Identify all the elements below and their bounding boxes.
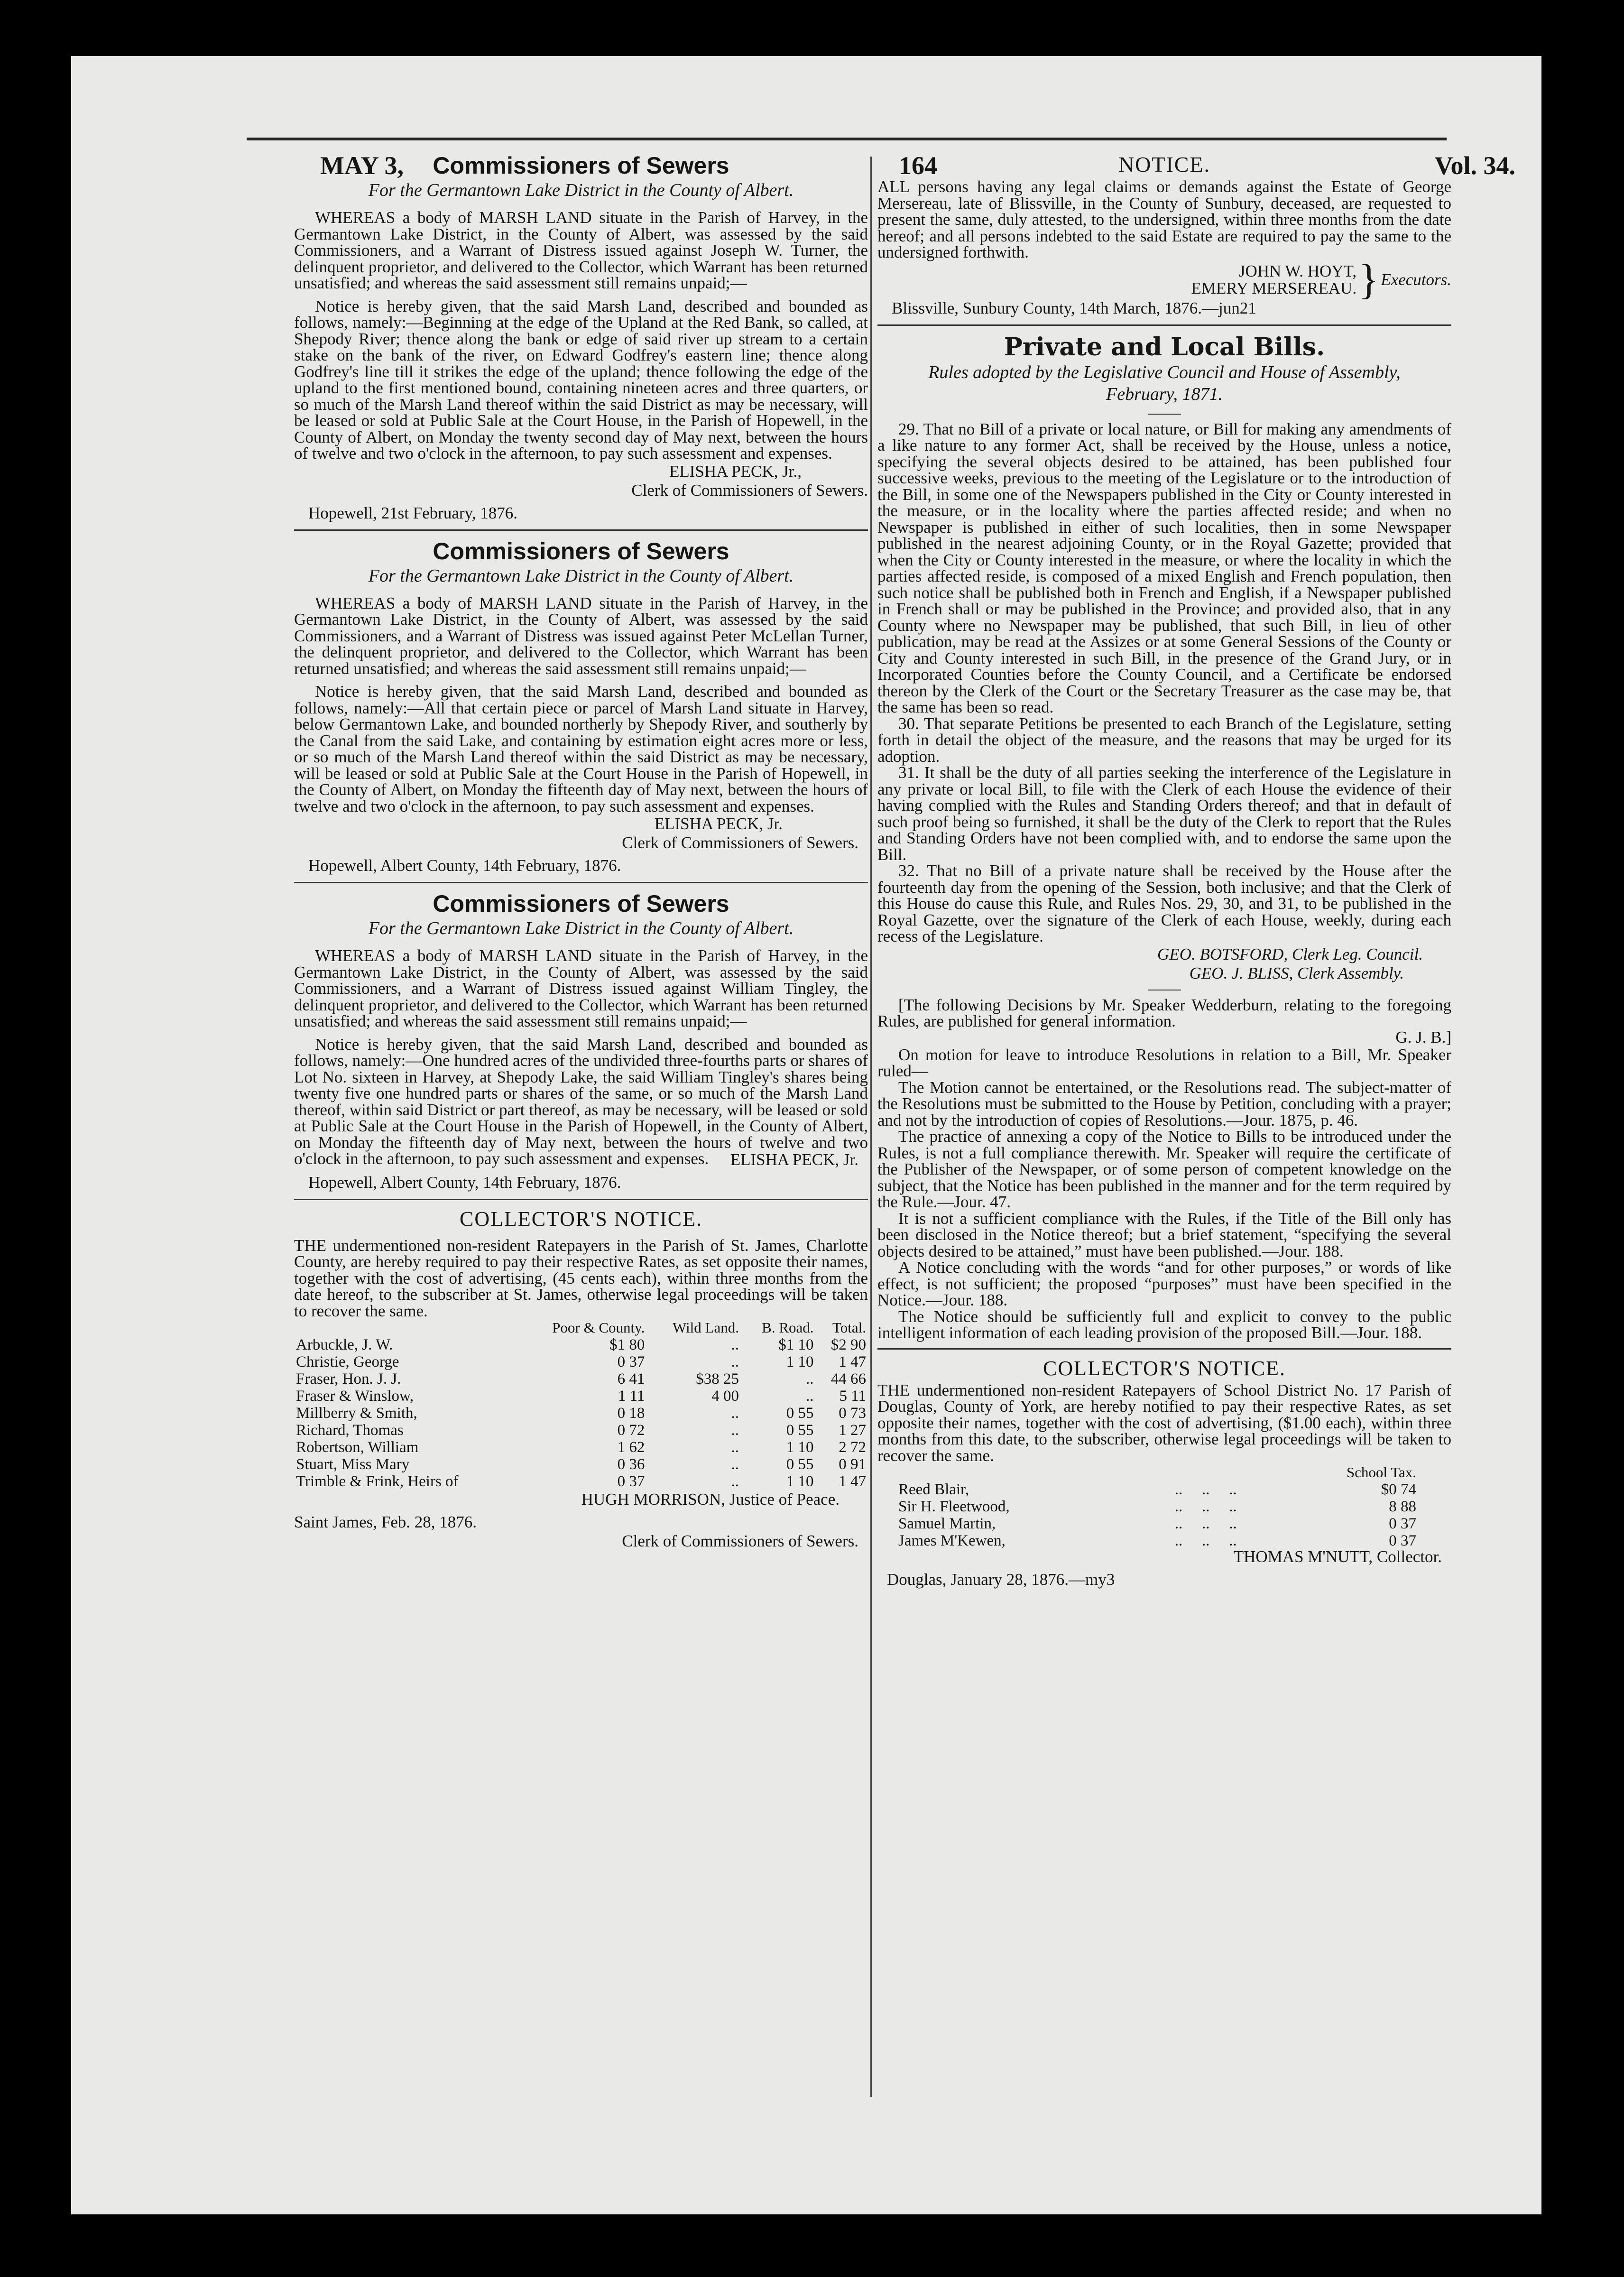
sewers-notice-2 bbox=[294, 537, 868, 876]
cell: $2 90 bbox=[830, 1336, 866, 1353]
divider bbox=[877, 1348, 1451, 1350]
cell: 1 11 bbox=[618, 1388, 645, 1405]
table-row: Reed Blair, .. .. .. $0 74 bbox=[896, 1481, 1418, 1498]
notice-paragraph: WHEREAS a body of MARSH LAND situate in the Parish of Harvey, in the Germantown Lake District, in the County of Albert, was assessed by the said Commissioners, and a Warrant of Distress issued against Joseph W. Turner, the delinquent proprietor, and delivered to the Collector, which Warrant has been returned unsatisfied; and whereas the said assessment still remains unpaid;— bbox=[294, 208, 868, 292]
executors-label: Executors. bbox=[1381, 270, 1451, 289]
cell: $38 25 bbox=[696, 1370, 739, 1388]
table-header-row bbox=[294, 1319, 868, 1336]
decisions-intro: [The following Decisions by Mr. Speaker Wedderburn, relating to the foregoing Rules, are published for general information. bbox=[877, 995, 1451, 1030]
notice-title: Commissioners of Sewers bbox=[433, 890, 729, 917]
cell: .. bbox=[731, 1353, 739, 1370]
cell: $0 74 bbox=[1381, 1481, 1416, 1498]
notice-paragraph: THE undermentioned non-resident Ratepayers in the Parish of St. James, Charlotte County, are hereby required to pay their respective Rates, as set opposite their names, together with the cost of advertising, (45 cents each), within three months from the date hereof, to the subscriber at St. James, otherwise legal proceedings will be taken to recover the same. bbox=[294, 1236, 868, 1320]
cell: 0 55 bbox=[786, 1456, 814, 1473]
cell: .. bbox=[731, 1422, 739, 1439]
table-row bbox=[294, 1353, 868, 1370]
table-row bbox=[294, 1473, 868, 1490]
cell: 1 47 bbox=[839, 1353, 866, 1370]
executors-block bbox=[877, 256, 1451, 303]
ratepayer-name: Stuart, Miss Mary bbox=[296, 1456, 410, 1473]
column-header: Poor & County. bbox=[552, 1319, 645, 1336]
section-title: Private and Local Bills. bbox=[1004, 332, 1325, 361]
cell: 1 47 bbox=[839, 1473, 866, 1490]
divider bbox=[294, 529, 868, 531]
signature-title: Clerk of Commissioners of Sewers. bbox=[622, 833, 858, 852]
divider bbox=[294, 1199, 868, 1200]
table-row bbox=[294, 1439, 868, 1456]
ratepayer-name: Millberry & Smith, bbox=[296, 1405, 417, 1422]
cell: 0 37 bbox=[1389, 1532, 1416, 1549]
cell: 44 66 bbox=[830, 1370, 866, 1388]
decision: It is not a sufficient compliance with the Rules, if the Title of the Bill only has been disclosed in the Notice thereof; but a brief statement, “specifying the several objects desired to be attained,” must have been published.—Jour. 188. bbox=[877, 1209, 1451, 1260]
rule-32: 32. That no Bill of a private nature shall be received by the House after the fourteenth day from the opening of the Session, both inclusive; and that the Clerk of this House do cause this Rule, and Rules Nos. 29, 30, and 31, to be published in the Royal Gazette, over the signature of the Clerk of each House, weekly, during each recess of the Legislature. bbox=[877, 861, 1451, 945]
notice-date: Hopewell, Albert County, 14th February, 1876. bbox=[308, 1173, 621, 1192]
table-row bbox=[294, 1456, 868, 1473]
executor-name: JOHN W. HOYT, bbox=[1238, 261, 1357, 280]
cell: 0 91 bbox=[839, 1456, 866, 1473]
column-header: Total. bbox=[832, 1319, 866, 1336]
cell: 0 36 bbox=[617, 1456, 645, 1473]
notice-paragraph: Notice is hereby given, that the said Marsh Land, described and bounded as follows, namely:—Beginning at the edge of the Upland at the Red Bank, so called, at Shepody River; thence along the bank or edge of said river up stream to a certain stake on the bank of the river, on Edward Godfrey's eastern line; thence along Godfrey's line till it strikes the edge of the upland; thence following the edge of the upland to the first mentioned bound, containing nineteen acres and three quarters, or so much of the Marsh Land thereof within the said District as may be necessary, will be leased or sold at Public Sale at the Court House, in the Parish of Hopewell, in the County of Albert, on Monday the twenty second day of May next, between the hours of twelve and two o'clock in the afternoon, to pay such assessment and expenses. bbox=[294, 296, 868, 463]
rule-31: 31. It shall be the duty of all parties seeking the interference of the Legislature in any private or local Bill, to file with the Clerk of each House the evidence of their having complied with the Rules and Standing Orders thereof; and that in default of such proof being so furnished, it shall be the duty of the Clerk to report that the Rules and Standing Orders have not been complied with, and to endorse the same upon the Bill. bbox=[877, 763, 1451, 864]
cell: 1 62 bbox=[617, 1439, 645, 1456]
divider bbox=[294, 882, 868, 883]
cell: 4 00 bbox=[711, 1388, 739, 1405]
cell: 6 41 bbox=[617, 1370, 645, 1388]
table-row bbox=[294, 1388, 868, 1405]
notice-paragraph: WHEREAS a body of MARSH LAND situate in the Parish of Harvey, in the Germantown Lake District, in the County of Albert, was assessed by the said Commissioners, and a Warrant of Distress issued against William Tingley, the delinquent proprietor, and delivered to the Collector, which Warrant has been returned unsatisfied; and whereas the said assessment still remains unpaid;— bbox=[294, 946, 868, 1030]
notice-title: Commissioners of Sewers bbox=[433, 152, 729, 179]
cell: 2 72 bbox=[839, 1439, 866, 1456]
cell: .. bbox=[731, 1336, 739, 1353]
cell: 5 11 bbox=[839, 1388, 866, 1405]
column-header: B. Road. bbox=[762, 1319, 814, 1336]
ratepayer-name: Reed Blair, bbox=[898, 1481, 969, 1498]
cell: $1 80 bbox=[609, 1336, 645, 1353]
decision: The Notice should be sufficiently full and explicit to convey to the public intelligent information of each leading provision of the proposed Bill.—Jour. 188. bbox=[877, 1307, 1451, 1342]
ratepayer-name: Samuel Martin, bbox=[898, 1515, 996, 1532]
signature: ELISHA PECK, Jr. bbox=[654, 815, 783, 833]
signature-title: Clerk of Commissioners of Sewers. bbox=[631, 481, 868, 500]
left-column bbox=[294, 152, 868, 1551]
decision: The Motion cannot be entertained, or the Resolutions read. The subject-matter of the Resolutions must be submitted to the House by Petition, concluding with a prayer; and not by the introduction of copies of Resolutions.—Jour. 1875, p. 46. bbox=[877, 1078, 1451, 1129]
private-local-bills bbox=[877, 333, 1451, 983]
notice-subtitle: For the Germantown Lake District in the County of Albert. bbox=[368, 180, 794, 200]
ratepayer-name: Robertson, William bbox=[296, 1439, 419, 1456]
notice-title: Commissioners of Sewers bbox=[433, 537, 729, 565]
column-header: Wild Land. bbox=[673, 1319, 739, 1336]
signature: ELISHA PECK, Jr., bbox=[669, 462, 802, 481]
divider bbox=[877, 324, 1451, 326]
initials: G. J. B.] bbox=[1395, 1027, 1451, 1046]
rule-29: 29. That no Bill of a private or local nature, or Bill for making any amendments of a like nature to any former Act, shall be received by the House, unless a notice, specifying the several objects desired to be attained, has been published four successive weeks, previous to the meeting of the Legislature or to the introduction of the Bill, in some one of the Newspapers published in the City or County interested in the measure, or in the locality where the parties affected reside; and when no Newspaper is published in either of such localities, then in some Newspaper published in the nearest adjoining County, or in the Royal Gazette; provided that when the City or County interested in the measure, or where the locality in which the parties affected reside, is composed of a mixed English and French population, then such notice shall be published both in French and English, if a Newspaper published in French shall or may be published in the Province; and provided also, that in any County where no Newspaper may be published, that such Bill, in lieu of other publication, may be read at the Assizes or at some General Sessions of the County or City and County interested in such Bill, in the presence of the Grand Jury, or in Incorporated Counties before the County Council, and a Certificate be endorsed thereon by the Clerk of the Court or the Secretary Treasurer as the case may be, that the same has been so read. bbox=[877, 419, 1451, 716]
column-header: School Tax. bbox=[1346, 1464, 1416, 1481]
decision: On motion for leave to introduce Resolutions in relation to a Bill, Mr. Speaker ruled— bbox=[877, 1045, 1451, 1080]
table-row bbox=[294, 1370, 868, 1388]
right-column bbox=[877, 152, 1451, 1589]
header-rule bbox=[247, 138, 1447, 140]
ratepayer-name: Arbuckle, J. W. bbox=[296, 1336, 393, 1353]
ratepayer-name: Trimble & Frink, Heirs of bbox=[296, 1473, 459, 1490]
notice-title: COLLECTOR'S NOTICE. bbox=[459, 1207, 702, 1231]
page-number: 164 bbox=[899, 151, 937, 180]
notice-date: Douglas, January 28, 1876.—my3 bbox=[887, 1570, 1115, 1589]
table-row bbox=[294, 1336, 868, 1353]
ratepayer-name: Fraser, Hon. J. J. bbox=[296, 1370, 401, 1388]
table-header-row bbox=[896, 1464, 1418, 1481]
cell: 0 37 bbox=[1389, 1515, 1416, 1532]
cell: 0 55 bbox=[786, 1405, 814, 1422]
signature: HUGH MORRISON, Justice of Peace. bbox=[581, 1490, 840, 1509]
notice-date: Hopewell, Albert County, 14th February, 1876. bbox=[308, 856, 621, 875]
rates-table bbox=[294, 1319, 868, 1490]
signature: GEO. BOTSFORD, Clerk Leg. Council. bbox=[1157, 944, 1423, 963]
cell: .. bbox=[731, 1456, 739, 1473]
cell: 0 73 bbox=[839, 1405, 866, 1422]
ratepayer-name: Sir H. Fleetwood, bbox=[898, 1498, 1010, 1515]
table-row: Sir H. Fleetwood, .. .. .. 8 88 bbox=[896, 1498, 1418, 1515]
table-row bbox=[294, 1422, 868, 1439]
decision: The practice of annexing a copy of the Notice to Bills to be introduced under the Rules, is not a full compliance therewith. Mr. Speaker will require the certificate of the Publisher of the Newspaper, or of some person of competent knowledge on the subject, that the Notice has been published in the manner and for the term required by the Rule.—Jour. 47. bbox=[877, 1127, 1451, 1211]
table-row: James M'Kewen, .. .. .. 0 37 bbox=[896, 1532, 1418, 1549]
short-rule bbox=[1148, 414, 1181, 415]
notice-paragraph: Notice is hereby given, that the said Marsh Land, described and bounded as follows, namely:—One hundred acres of the undivided three-fourths parts or shares of Lot No. sixteen in Harvey, at Shepody Lake, the said William Tingley's shares being twenty five one hundred parts or shares of the same, or so much of the Marsh Land thereof, within said District or part thereof, as may be necessary, will be leased or sold at Public Sale at the Court House in the Parish of Hopewell, in the County of Albert, on Monday the fifteenth day of May next, between the hours of twelve and two o'clock in the afternoon, to pay such assessment and expenses. bbox=[294, 1035, 868, 1168]
notice-paragraph: Notice is hereby given, that the said Marsh Land, described and bounded as follows, namely:—All that certain piece or parcel of Marsh Land situate in Harvey, below Germantown Lake, and bounded northerly by Shepody River, and southerly by the Canal from the said Lake, and containing by estimation eight acres more or less, or so much of the Marsh Land thereof within the said District as may be necessary, will be leased or sold at Public Sale at the Court House in the Parish of Hopewell, in the County of Albert, on Monday the fifteenth day of May next, between the hours of twelve and two o'clock in the afternoon, to pay such assessment and expenses. bbox=[294, 682, 868, 815]
notice-date: Saint James, Feb. 28, 1876. bbox=[294, 1513, 477, 1531]
signature: ELISHA PECK, Jr. bbox=[730, 1150, 858, 1169]
cell: 0 55 bbox=[786, 1422, 814, 1439]
sewers-notice-3 bbox=[294, 890, 868, 1192]
cell: 0 37 bbox=[617, 1353, 645, 1370]
speaker-decisions bbox=[877, 997, 1451, 1342]
ratepayer-name: Fraser & Winslow, bbox=[296, 1388, 414, 1405]
cell: .. bbox=[731, 1405, 739, 1422]
issue-date: MAY 3, bbox=[320, 151, 404, 180]
cell: 0 37 bbox=[617, 1473, 645, 1490]
cell: 1 10 bbox=[786, 1439, 814, 1456]
ratepayer-name: Richard, Thomas bbox=[296, 1422, 404, 1439]
cell: 1 10 bbox=[786, 1353, 814, 1370]
ratepayer-name: James M'Kewen, bbox=[898, 1532, 1006, 1549]
notice-date: Blissville, Sunbury County, 14th March, 1876.—jun21 bbox=[892, 298, 1256, 317]
cell: 1 10 bbox=[786, 1473, 814, 1490]
notice-subtitle: For the Germantown Lake District in the County of Albert. bbox=[368, 565, 794, 586]
cell: .. bbox=[806, 1388, 814, 1405]
cell: 8 88 bbox=[1389, 1498, 1416, 1515]
collector-notice-st-james bbox=[294, 1207, 868, 1551]
signature: THOMAS M'NUTT, Collector. bbox=[1233, 1547, 1442, 1566]
cell: .. bbox=[731, 1473, 739, 1490]
brace-glyph: } bbox=[1358, 256, 1379, 303]
column-separator bbox=[870, 157, 872, 2097]
sewers-notice-1 bbox=[294, 152, 868, 523]
notice-subtitle: For the Germantown Lake District in the County of Albert. bbox=[368, 918, 794, 938]
table-row: Samuel Martin, .. .. .. 0 37 bbox=[896, 1515, 1418, 1532]
cell: .. bbox=[731, 1439, 739, 1456]
notice-date: Hopewell, 21st February, 1876. bbox=[308, 503, 517, 522]
cell: 1 27 bbox=[839, 1422, 866, 1439]
notice-title: NOTICE. bbox=[1118, 152, 1211, 176]
signature-title: Clerk of Commissioners of Sewers. bbox=[622, 1532, 858, 1550]
ratepayer-name: Christie, George bbox=[296, 1353, 399, 1370]
rule-30: 30. That separate Petitions be presented to each Branch of the Legislature, setting forth in detail the object of the measure, and the reasons that may be urged for its adoption. bbox=[877, 714, 1451, 766]
cell: 0 18 bbox=[617, 1405, 645, 1422]
section-subtitle: Rules adopted by the Legislative Council and House of Assembly, February, 1871. bbox=[928, 362, 1401, 404]
executor-name: EMERY MERSEREAU. bbox=[1191, 278, 1357, 297]
cell: 0 72 bbox=[617, 1422, 645, 1439]
notice-title: COLLECTOR'S NOTICE. bbox=[1043, 1356, 1286, 1380]
collector-notice-douglas bbox=[877, 1356, 1451, 1590]
notice-paragraph: THE undermentioned non-resident Ratepayers of School District No. 17 Parish of Douglas, County of York, are hereby notified to pay their respective Rates, as set opposite their names, together with the cost of advertising, ($1.00 each), within three months from this date, to the subscriber, otherwise legal proceedings will be taken to recover the same. bbox=[877, 1380, 1451, 1465]
volume-number: Vol. 34. bbox=[1434, 151, 1515, 180]
decision: A Notice concluding with the words “and for other purposes,” or words of like effect, is not sufficient; the proposed “purposes” must have been specified in the Notice.—Jour. 188. bbox=[877, 1258, 1451, 1309]
school-tax-table bbox=[896, 1464, 1418, 1549]
cell: .. bbox=[806, 1370, 814, 1388]
cell: $1 10 bbox=[778, 1336, 814, 1353]
estate-notice bbox=[877, 152, 1451, 318]
notice-paragraph: WHEREAS a body of MARSH LAND situate in the Parish of Harvey, in the Germantown Lake District, in the County of Albert, was assessed by the said Commissioners, and a Warrant of Distress was issued against Peter McLellan Turner, the delinquent proprietor, and delivered to the Collector, which Warrant has been returned unsatisfied; and whereas the said assessment still remains unpaid;— bbox=[294, 593, 868, 678]
signature: GEO. J. BLISS, Clerk Assembly. bbox=[1189, 963, 1404, 982]
table-row bbox=[294, 1405, 868, 1422]
notice-paragraph: ALL persons having any legal claims or demands against the Estate of George Mersereau, late of Blissville, in the County of Sunbury, deceased, are requested to present the same, duly attested, to the undersigned, within three months from the date hereof; and all persons indebted to the said Estate are required to pay the same to the undersigned forthwith. bbox=[877, 177, 1451, 261]
